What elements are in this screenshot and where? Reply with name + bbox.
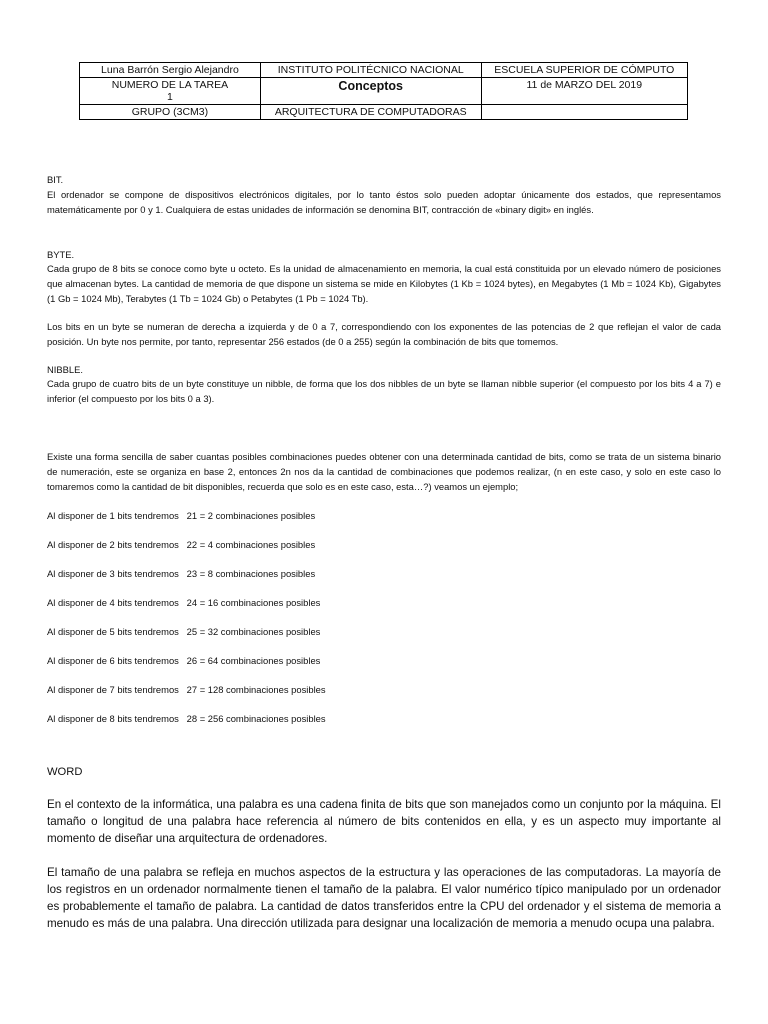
subject-cell: ARQUITECTURA DE COMPUTADORAS — [260, 105, 481, 120]
byte-paragraph-2: Los bits en un byte se numeran de derecha a izquierda y de 0 a 7, correspondiendo con los exponentes de las potencias de 2 que reflejan el valor de cada posición. Un byte nos permite, por tanto, representar 256 estados (de 0 a 255) según la combinación de bits que tomemos. — [47, 321, 721, 347]
combination-line: Al disponer de 6 bits tendremos 26 = 64 combinaciones posibles — [47, 655, 321, 666]
nibble-paragraph: Cada grupo de cuatro bits de un byte constituye un nibble, de forma que los dos nibbles de un byte se llaman nibble superior (el compuesto por los bits 4 a 7) e inferior (el compuesto por los bits 0 a 3). — [47, 378, 721, 404]
byte-paragraph: Cada grupo de 8 bits se conoce como byte u octeto. Es la unidad de almacenamiento en memoria, la cual está constituida por un elevado número de posiciones que almacenan bytes. La cantidad de memoria de que dispone un sistema se mide en Kilobytes (1 Kb = 1024 bytes), en Megabytes (1 Mb = 1024 Kb), Gigabytes (1 Gb = 1024 Mb), Terabytes (1 Tb = 1024 Gb) o Petabytes (1 Pb = 1024 Tb). — [47, 263, 721, 304]
word-heading: WORD — [47, 766, 83, 778]
combination-line: Al disponer de 3 bits tendremos 23 = 8 combinaciones posibles — [47, 568, 316, 579]
institute-cell: INSTITUTO POLITÉCNICO NACIONAL — [260, 63, 481, 78]
group-cell: GRUPO (3CM3) — [80, 105, 261, 120]
task-cell — [80, 78, 261, 105]
nibble-heading: NIBBLE. — [47, 364, 83, 375]
task-label: NUMERO DE LA TAREA — [111, 79, 229, 91]
combination-line: Al disponer de 5 bits tendremos 25 = 32 combinaciones posibles — [47, 626, 321, 637]
author-cell: Luna Barrón Sergio Alejandro — [80, 63, 261, 78]
byte-heading: BYTE. — [47, 249, 75, 260]
title-cell: Conceptos — [260, 78, 481, 105]
date-cell: 11 de MARZO DEL 2019 — [481, 78, 687, 105]
header-table — [79, 62, 688, 120]
empty-cell — [481, 105, 687, 120]
bit-heading: BIT. — [47, 174, 64, 185]
combinations-intro: Existe una forma sencilla de saber cuantas posibles combinaciones puedes obtener con una determinada cantidad de bits, como se trata de un sistema binario de numeración, este se organiza en base 2, entonces 2n nos da la cantidad de combinaciones que podemos realizar, (n en este caso, y solo en este caso lo tomaremos como la cantidad de bit disponibles, recuerda que solo es en este caso, esta…?) veamos un ejemplo; — [47, 451, 721, 492]
header-row-3 — [80, 105, 688, 120]
combination-line: Al disponer de 8 bits tendremos 28 = 256 combinaciones posibles — [47, 713, 326, 724]
bit-paragraph: El ordenador se compone de dispositivos electrónicos digitales, por lo tanto éstos solo pueden adoptar únicamente dos estados, que representamos matemáticamente por 0 y 1. Cualquiera de estas unidades de información se denomina BIT, contracción de «binary digit» en inglés. — [47, 189, 721, 215]
header-row-2 — [80, 78, 688, 105]
word-paragraph-2: El tamaño de una palabra se refleja en muchos aspectos de la estructura y las operaciones de las computadoras. La mayoría de los registros en un ordenador normalmente tienen el tamaño de la palabra. El valor numérico típico manipulado por un ordenador es probablemente el tamaño de palabra. La cantidad de datos transferidos entre la CPU del ordenador y el sistema de memoria a menudo es más de una palabra. Una dirección utilizada para designar una localización de memoria a menudo ocupa una palabra. — [47, 866, 721, 930]
combination-line: Al disponer de 2 bits tendremos 22 = 4 combinaciones posibles — [47, 539, 316, 550]
header-row-1 — [80, 63, 688, 78]
combination-line: Al disponer de 7 bits tendremos 27 = 128 combinaciones posibles — [47, 684, 326, 695]
task-number: 1 — [167, 91, 173, 103]
combination-line: Al disponer de 1 bits tendremos 21 = 2 combinaciones posibles — [47, 510, 316, 521]
combination-line: Al disponer de 4 bits tendremos 24 = 16 combinaciones posibles — [47, 597, 321, 608]
school-cell: ESCUELA SUPERIOR DE CÓMPUTO — [481, 63, 687, 78]
word-paragraph-1: En el contexto de la informática, una palabra es una cadena finita de bits que son manejados como un conjunto por la máquina. El tamaño o longitud de una palabra hace referencia al número de bits contenidos en ella, y es un aspecto muy importante al momento de diseñar una arquitectura de ordenadores. — [47, 798, 721, 845]
